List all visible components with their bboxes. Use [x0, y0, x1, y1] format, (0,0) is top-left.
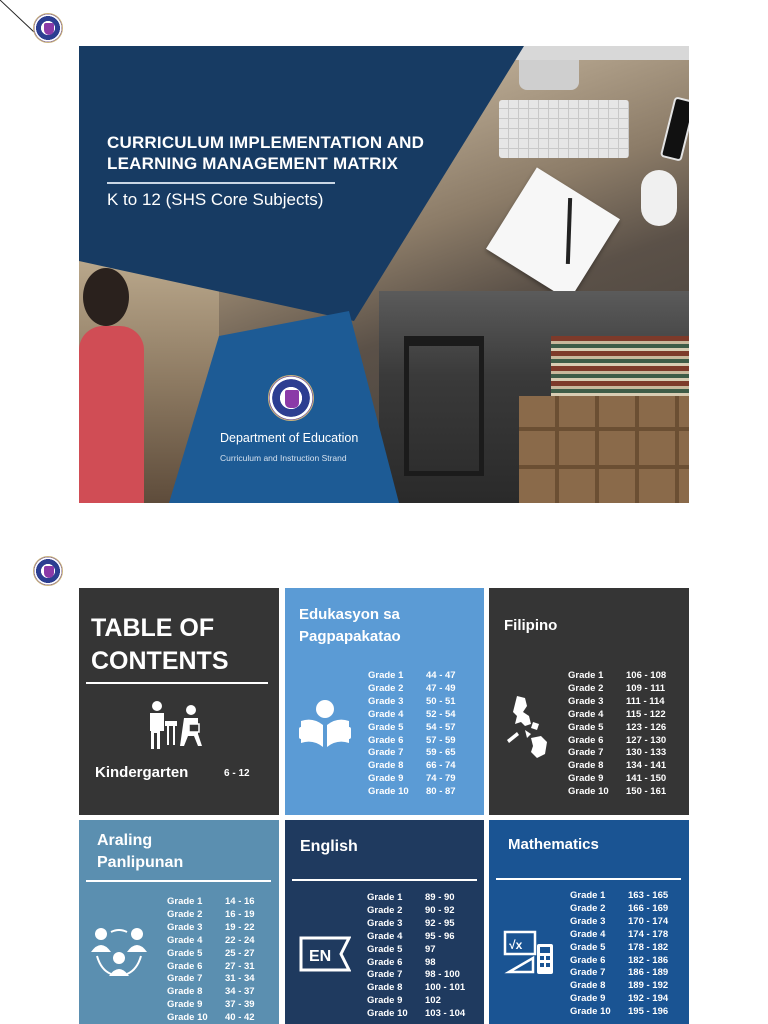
grade-row: Grade 4 115 - 122	[568, 708, 666, 720]
grade-row: Grade 5 97	[367, 943, 436, 955]
subject-title: English	[300, 838, 358, 855]
subject-tile-araling-panlipunan	[79, 820, 279, 1024]
grade-row: Grade 10 103 - 104	[367, 1008, 466, 1020]
deped-seal-icon	[268, 375, 314, 421]
grade-row: Grade 8 134 - 141	[568, 760, 667, 772]
grade-row: Grade 8 189 - 192	[570, 980, 669, 992]
grade-list	[570, 890, 668, 1019]
subject-title: Araling Panlipunan	[97, 832, 184, 871]
grade-list	[167, 896, 255, 1024]
subject-tile-esp	[285, 588, 484, 815]
english-en-icon	[299, 936, 351, 972]
grade-row: Grade 6 27 - 31	[167, 960, 255, 972]
grade-row: Grade 8 34 - 37	[167, 986, 255, 998]
grade-row: Grade 4 22 - 24	[167, 934, 255, 946]
grade-row: Grade 5 25 - 27	[167, 947, 255, 959]
grade-row: Grade 10 150 - 161	[568, 786, 667, 798]
toc-title-tile	[79, 588, 279, 815]
toc-title-rule	[86, 682, 268, 684]
subject-tile-filipino	[489, 588, 689, 815]
grade-row: Grade 7 186 - 189	[570, 967, 669, 979]
grade-row: Grade 6 98	[367, 956, 436, 968]
grade-row: Grade 3 92 - 95	[367, 917, 455, 929]
svg-text:√x: √x	[509, 938, 523, 952]
grade-row: Grade 6 57 - 59	[368, 734, 456, 746]
subject-title-rule	[292, 879, 477, 881]
grade-row: Grade 1 14 - 16	[167, 896, 255, 907]
grade-row: Grade 1 106 - 108	[568, 670, 667, 681]
grade-row: Grade 9 192 - 194	[570, 993, 669, 1005]
grade-row: Grade 8 66 - 74	[368, 760, 456, 772]
grade-row: Grade 1 163 - 165	[570, 890, 669, 901]
grade-row: Grade 2 90 - 92	[367, 904, 455, 916]
cover-title-rule	[107, 182, 335, 184]
grade-row: Grade 9 102	[367, 995, 441, 1007]
kindergarten-pages: 6 - 12	[224, 768, 250, 779]
grade-row: Grade 2 16 - 19	[167, 908, 255, 920]
grade-row: Grade 4 174 - 178	[570, 928, 669, 940]
grade-list	[367, 892, 465, 1021]
reading-icon	[299, 699, 351, 749]
grade-row: Grade 1 44 - 47	[368, 670, 456, 681]
toc-title: TABLE OF CONTENTS	[91, 614, 229, 675]
grade-row: Grade 3 19 - 22	[167, 921, 255, 933]
keyboard-photo	[499, 100, 629, 158]
chair-photo	[404, 336, 484, 476]
subject-title: Filipino	[504, 617, 558, 634]
grade-row: Grade 4 95 - 96	[367, 930, 455, 942]
kindergarten-label: Kindergarten	[95, 764, 189, 781]
philippines-map-icon	[503, 694, 553, 760]
kindergarten-icon	[144, 700, 206, 752]
grade-row: Grade 8 100 - 101	[367, 982, 466, 994]
grade-row: Grade 2 166 - 169	[570, 902, 669, 914]
grade-row: Grade 3 111 - 114	[568, 695, 665, 707]
teacher-head-photo	[83, 268, 129, 326]
grade-row: Grade 9 141 - 150	[568, 773, 667, 785]
grade-row: Grade 6 127 - 130	[568, 734, 667, 746]
teacher-photo	[79, 326, 144, 503]
strand-name: Curriculum and Instruction Strand	[220, 453, 347, 463]
department-name: Department of Education	[220, 431, 359, 445]
subject-title-rule	[86, 880, 271, 882]
subject-title: Edukasyon sa Pagpapakatao	[299, 606, 401, 645]
grade-row: Grade 1 89 - 90	[367, 892, 455, 903]
grade-row: Grade 4 52 - 54	[368, 708, 456, 720]
deped-seal-icon	[33, 13, 63, 43]
subject-title-rule	[496, 878, 681, 880]
grade-row: Grade 2 109 - 111	[568, 682, 666, 694]
subject-tile-english	[285, 820, 484, 1024]
cover-title: CURRICULUM IMPLEMENTATION AND LEARNING MANAGEMENT MATRIX	[107, 133, 425, 173]
subject-title: Mathematics	[508, 836, 599, 853]
grade-row: Grade 7 59 - 65	[368, 747, 456, 759]
english-icon-label: EN	[309, 948, 332, 965]
grade-list	[568, 670, 666, 799]
cover-page	[79, 46, 689, 503]
grade-row: Grade 6 182 - 186	[570, 954, 669, 966]
mouse-photo	[641, 170, 677, 226]
grade-row: Grade 2 47 - 49	[368, 682, 456, 694]
deped-seal-icon	[33, 556, 63, 586]
grade-row: Grade 3 170 - 174	[570, 915, 669, 927]
grade-row: Grade 9 74 - 79	[368, 773, 456, 785]
community-icon	[91, 926, 147, 978]
shelf-photo	[519, 396, 689, 503]
grade-row: Grade 10 80 - 87	[368, 786, 456, 798]
grade-list	[368, 670, 456, 799]
grade-row: Grade 5 54 - 57	[368, 721, 456, 733]
cover-subtitle: K to 12 (SHS Core Subjects)	[107, 190, 324, 209]
grade-row: Grade 10 195 - 196	[570, 1006, 669, 1018]
grade-row: Grade 5 123 - 126	[568, 721, 667, 733]
grade-row: Grade 3 50 - 51	[368, 695, 456, 707]
grade-row: Grade 9 37 - 39	[167, 999, 255, 1011]
subject-tile-mathematics	[489, 820, 689, 1024]
grade-row: Grade 7 98 - 100	[367, 969, 460, 981]
monitor-stand-photo	[519, 60, 579, 90]
grade-row: Grade 7 31 - 34	[167, 973, 255, 985]
grade-row: Grade 5 178 - 182	[570, 941, 669, 953]
grade-row: Grade 7 130 - 133	[568, 747, 667, 759]
math-tools-icon	[503, 928, 555, 976]
grade-row: Grade 10 40 - 42	[167, 1012, 255, 1024]
